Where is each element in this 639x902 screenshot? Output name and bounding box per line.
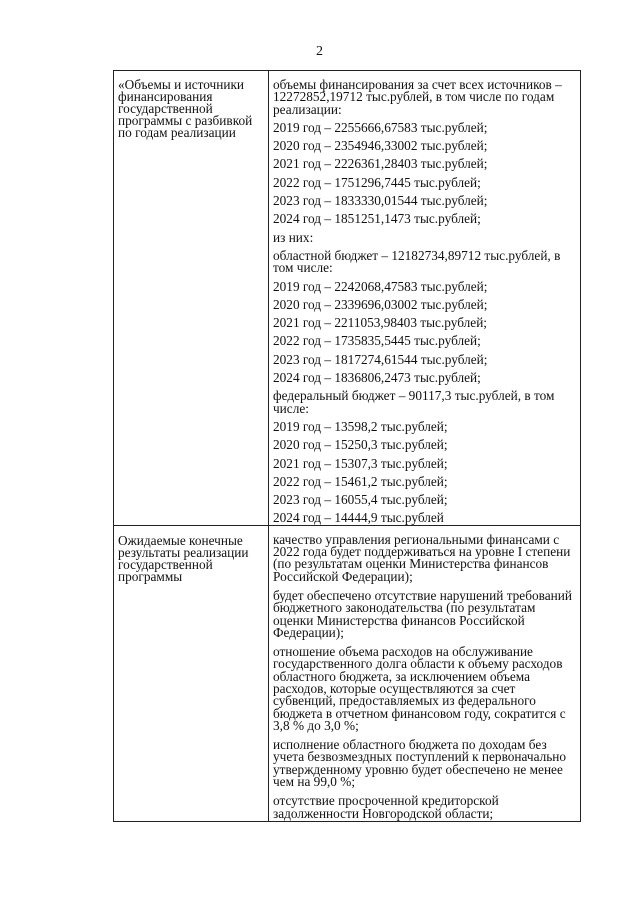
funding-line: 2020 год – 2354946,33002 тыс.рублей;: [273, 138, 488, 154]
funding-line: 2022 год – 1735835,5445 тыс.рублей;: [273, 333, 481, 349]
funding-line: областной бюджет – 12182734,89712 тыс.рублей, в том числе:: [273, 247, 561, 276]
funding-line: 2021 год – 2226361,28403 тыс.рублей;: [273, 156, 488, 172]
funding-line: 2019 год – 13598,2 тыс.рублей;: [273, 418, 448, 434]
funding-line: 2023 год – 1833330,01544 тыс.рублей;: [273, 193, 488, 209]
funding-line: 2023 год – 16055,4 тыс.рублей;: [273, 492, 448, 508]
row-label-results: Ожидаемые конечные результаты реализации государственной программы: [114, 525, 269, 821]
row-label-funding: «Объемы и источники финансирования государственной программы с разбивкой по годам реализации: [114, 71, 269, 526]
funding-line: 2024 год – 1836806,2473 тыс.рублей;: [273, 370, 481, 386]
result-paragraph: исполнение областного бюджета по доходам без учета безвозмездных поступлений к первоначально утвержденному уровню будет обеспечено не менее чем на 99,0 %;: [273, 737, 567, 790]
funding-line: 2019 год – 2255666,67583 тыс.рублей;: [273, 119, 488, 135]
funding-line: 2024 год – 1851251,1473 тыс.рублей;: [273, 211, 481, 227]
row-value-results: [269, 525, 581, 821]
passport-table: [113, 70, 581, 822]
result-paragraph: будет обеспечено отсутствие нарушений требований бюджетного законодательства (по результатам оценки Министерства финансов Российской Федерации);: [273, 587, 572, 640]
funding-line: 2020 год – 15250,3 тыс.рублей;: [273, 437, 448, 453]
result-paragraph: качество управления региональными финансами с 2022 года будет поддерживаться на уровне I степени (по результатам оценки Министерства финансов Российской Федерации);: [273, 531, 571, 584]
funding-line: 2024 год – 14444,9 тыс.рублей: [273, 510, 444, 526]
result-paragraph: отсутствие просроченной кредиторской задолженности Новгородской области;: [273, 793, 499, 821]
funding-line: объемы финансирования за счет всех источников – 12272852,19712 тыс.рублей, в том числе по годам реализации:: [273, 77, 562, 117]
funding-line: 2021 год – 15307,3 тыс.рублей;: [273, 455, 448, 471]
row-value-funding: [269, 71, 581, 526]
page-number: 2: [316, 44, 323, 59]
result-paragraph: отношение объема расходов на обслуживание государственного долга области к объему расходов областного бюджета, за исключением объема расходов, которые осуществляются за счет субвенций, предоставляемых из федерального бюджета в отчетном финансовом году, сократится с 3,8 % до 3,0 %;: [273, 644, 566, 733]
table-row: [114, 71, 581, 526]
funding-line: из них:: [273, 229, 314, 245]
funding-line: федеральный бюджет – 90117,3 тыс.рублей, в том числе:: [273, 388, 555, 416]
funding-line: 2022 год – 1751296,7445 тыс.рублей;: [273, 174, 481, 190]
funding-line: 2019 год – 2242068,47583 тыс.рублей;: [273, 278, 488, 294]
funding-line: 2020 год – 2339696,03002 тыс.рублей;: [273, 296, 488, 312]
table-row: [114, 525, 581, 821]
funding-line: 2021 год – 2211053,98403 тыс.рублей;: [273, 315, 488, 331]
funding-line: 2022 год – 15461,2 тыс.рублей;: [273, 473, 448, 489]
funding-line: 2023 год – 1817274,61544 тыс.рублей;: [273, 351, 488, 367]
